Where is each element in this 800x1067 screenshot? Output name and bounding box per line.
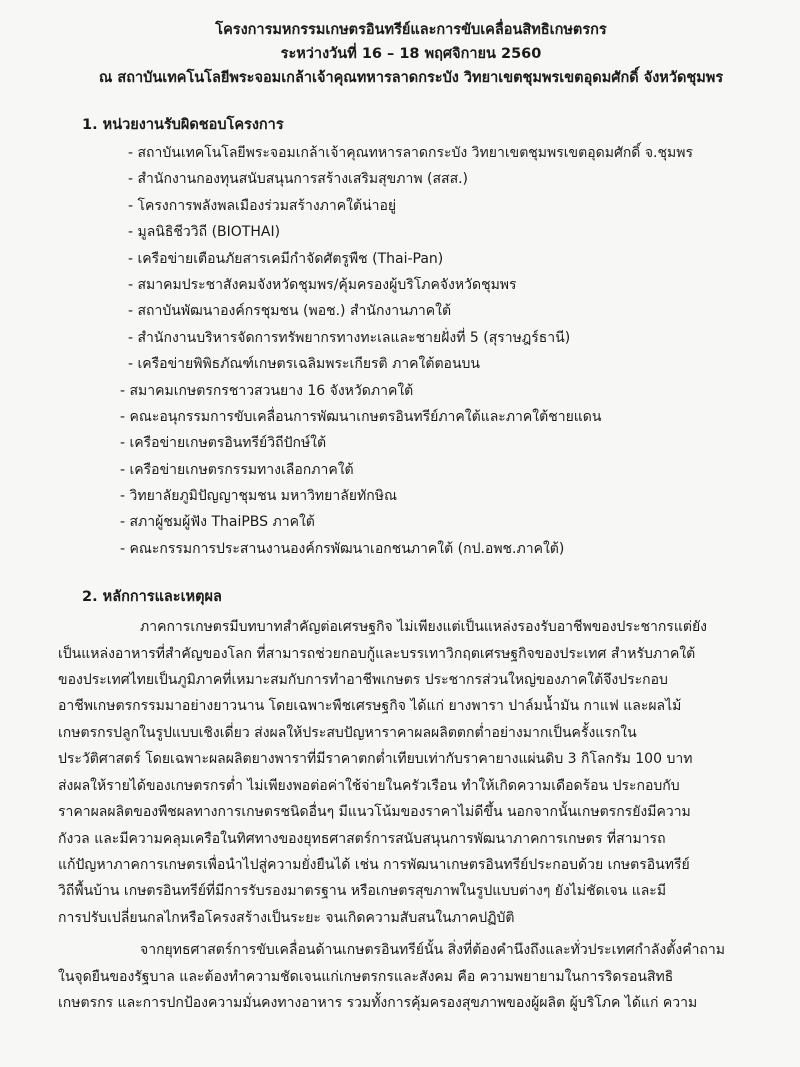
section-1-title: 1. หน่วยงานรับผิดชอบโครงการ (82, 117, 284, 133)
list-item: - สภาผู้ชมผู้ฟัง ThaiPBS ภาคใต้ (120, 514, 315, 531)
project-title: โครงการมหกรรมเกษตรอินทรีย์และการขับเคลื่อนสิทธิเกษตรกร (215, 22, 607, 38)
list-item: - สำนักงานบริหารจัดการทรัพยากรทางทะเลและชายฝั่งที่ 5 (สุราษฎร์ธานี) (128, 329, 571, 346)
list-item: - เครือข่ายพิพิธภัณฑ์เกษตรเฉลิมพระเกียรติ ภาคใต้ตอนบน (128, 356, 480, 373)
section-2-title: 2. หลักการและเหตุผล (82, 589, 222, 606)
list-item: - เครือข่ายเตือนภัยสารเคมีกำจัดศัตรูพืช (Thai-Pan) (128, 250, 444, 267)
text-line: ประวัติศาสตร์ โดยเฉพาะผลผลิตยางพาราที่มีราคาตกต่ำเทียบเท่ากับราคายางแผ่นดิบ 3 กิโลกรัม 100 บาท (58, 751, 693, 768)
text-line: วิถีพื้นบ้าน เกษตรอินทรีย์ที่มีการรับรองมาตรฐาน หรือเกษตรสุขภาพในรูปแบบต่างๆ ยังไม่ชัดเจน และมี (58, 883, 667, 900)
rationale-paragraph-2 (58, 937, 764, 1016)
text-line: เกษตรกร และการปกป้องความมั่นคงทางอาหาร รวมทั้งการคุ้มครองสุขภาพของผู้ผลิต ผู้บริโภค ได้แก่ ความ (58, 994, 698, 1011)
text-line: อาชีพเกษตรกรรมมาอย่างยาวนาน โดยเฉพาะพืชเศรษฐกิจ ได้แก่ ยางพารา ปาล์มน้ำมัน กาแฟ และผลไม้ (58, 698, 682, 715)
list-item: - คณะอนุกรรมการขับเคลื่อนการพัฒนาเกษตรอินทรีย์ภาคใต้และภาคใต้ชายแดน (120, 408, 602, 425)
list-item: - สถาบันเทคโนโลยีพระจอมเกล้าเจ้าคุณทหารลาดกระบัง วิทยาเขตชุมพรเขตอุดมศักดิ์ จ.ชุมพร (128, 145, 693, 161)
list-item: - มูลนิธิชีววิถี (BIOTHAI) (128, 224, 281, 241)
responsible-agencies-list (58, 140, 764, 562)
text-line: ภาคการเกษตรมีบทบาทสำคัญต่อเศรษฐกิจ ไม่เพียงแต่เป็นแหล่งรองรับอาชีพของประชากรแต่ยัง (140, 619, 707, 636)
text-line: จากยุทธศาสตร์การขับเคลื่อนด้านเกษตรอินทรีย์นั้น สิ่งที่ต้องคำนึงถึงและทั่วประเทศกำลังตั้งคำถาม (140, 942, 725, 959)
project-venue: ณ สถาบันเทคโนโลยีพระจอมเกล้าเจ้าคุณทหารลาดกระบัง วิทยาเขตชุมพรเขตอุดมศักดิ์ จังหวัดชุมพร (98, 70, 724, 86)
list-item: - เครือข่ายเกษตรอินทรีย์วิถีปักษ์ใต้ (120, 435, 327, 452)
list-item: - วิทยาลัยภูมิปัญญาชุมชน มหาวิทยาลัยทักษิณ (120, 488, 397, 505)
rationale-paragraph-1 (58, 614, 764, 931)
text-line: เกษตรกรปลูกในรูปแบบเชิงเดี่ยว ส่งผลให้ประสบปัญหาราคาผลผลิตตกต่ำอย่างมากเป็นครั้งแรกใน (58, 724, 637, 741)
list-item: - สำนักงานกองทุนสนับสนุนการสร้างเสริมสุขภาพ (สสส.) (128, 171, 469, 188)
text-line: เป็นแหล่งอาหารที่สำคัญของโลก ที่สามารถช่วยกอบกู้และบรรเทาวิกฤตเศรษฐกิจของประเทศ สำหรับภาคใต้ (58, 645, 696, 662)
text-line: แก้ปัญหาภาคการเกษตรเพื่อนำไปสู่ความยั่งยืนได้ เช่น การพัฒนาเกษตรอินทรีย์ประกอบด้วย เกษตรอินทรีย์ (58, 856, 690, 873)
list-item: - สมาคมเกษตรกรชาวสวนยาง 16 จังหวัดภาคใต้ (120, 382, 414, 399)
project-dates: ระหว่างวันที่ 16 – 18 พฤศจิกายน 2560 (280, 46, 542, 62)
text-line: ส่งผลให้รายได้ของเกษตรกรต่ำ ไม่เพียงพอต่อค่าใช้จ่ายในครัวเรือน ทำให้เกิดความเดือดร้อน ประกอบกับ (58, 777, 680, 794)
list-item: - เครือข่ายเกษตรกรรมทางเลือกภาคใต้ (120, 461, 354, 478)
list-item: - สถาบันพัฒนาองค์กรชุมชน (พอช.) สำนักงานภาคใต้ (128, 303, 452, 320)
text-line: ในจุดยืนของรัฐบาล และต้องทำความชัดเจนแก่เกษตรกรและสังคม คือ ความพยายามในการริดรอนสิทธิ (58, 968, 674, 985)
text-line: การปรับเปลี่ยนกลไกหรือโครงสร้างเป็นระยะ จนเกิดความสับสนในภาคปฏิบัติ (58, 909, 515, 926)
text-line: ของประเทศไทยเป็นภูมิภาคที่เหมาะสมกับการทำอาชีพเกษตร ประชากรส่วนใหญ่ของภาคใต้จึงประกอบ (58, 672, 668, 689)
text-line: ราคาผลผลิตของพืชผลทางการเกษตรชนิดอื่นๆ มีแนวโน้มของราคาไม่ดีขึ้น นอกจากนั้นเกษตรกรยังมีความ (58, 804, 691, 821)
list-item: - โครงการพลังพลเมืองร่วมสร้างภาคใต้น่าอยู่ (128, 197, 397, 214)
list-item: - คณะกรรมการประสานงานองค์กรพัฒนาเอกชนภาคใต้ (กป.อพช.ภาคใต้) (120, 540, 565, 557)
text-line: กังวล และมีความคลุมเครือในทิศทางของยุทธศาสตร์การสนับสนุนการพัฒนาภาคการเกษตร ที่สามารถ (58, 830, 666, 847)
list-item: - สมาคมประชาสังคมจังหวัดชุมพร/คุ้มครองผู้บริโภคจังหวัดชุมพร (128, 276, 517, 293)
document-header (58, 18, 764, 90)
